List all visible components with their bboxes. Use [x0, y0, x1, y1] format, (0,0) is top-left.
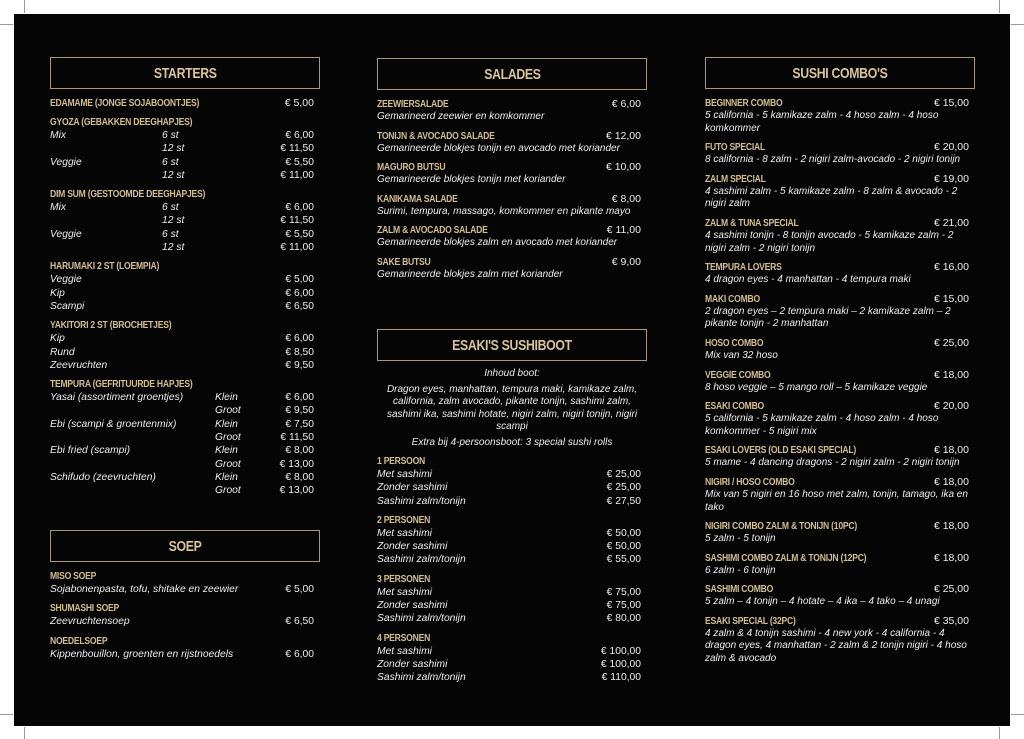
row-size: Groot	[215, 405, 241, 417]
item-name-text: 2 PERSONEN	[377, 513, 431, 526]
item-description: Gemarineerd zeewier en komkommer	[377, 111, 545, 122]
menu-item	[705, 400, 975, 438]
section-header	[705, 57, 975, 89]
row-price: € 6,00	[285, 130, 314, 141]
row-price: € 100,00	[600, 658, 641, 670]
item-name-text: MAGURO BUTSU	[377, 161, 446, 174]
section-title: STARTERS	[153, 64, 217, 82]
menu-section	[377, 329, 647, 685]
section-body	[50, 89, 320, 498]
price-row	[377, 599, 647, 612]
menu-item	[50, 97, 320, 110]
row-price: € 25,00	[606, 482, 641, 494]
crop-mark	[24, 0, 25, 13]
item-price: € 15,00	[933, 97, 969, 109]
row-price: € 50,00	[606, 541, 641, 553]
row-size: Groot	[215, 458, 241, 470]
row-price: € 6,00	[285, 333, 314, 345]
item-name-text: TEMPURA (GEFRITUURDE HAPJES)	[50, 378, 193, 391]
menu-item	[50, 188, 320, 254]
row-label: Kippenbouillon, groenten en rijstnoedels	[50, 648, 234, 660]
price-row	[50, 332, 320, 345]
price-row	[377, 612, 647, 625]
menu-item	[377, 161, 647, 187]
item-price: € 20,00	[933, 141, 969, 154]
item-description: 8 california - 8 zalm - 2 nigiri zalm-avocado - 2 nigiri tonijn	[705, 154, 961, 166]
item-price: € 8,00	[611, 192, 641, 205]
section-header	[50, 530, 320, 562]
row-price: € 6,50	[285, 300, 314, 312]
item-price: € 35,00	[933, 614, 969, 627]
row-price: € 80,00	[606, 613, 641, 625]
price-row	[377, 586, 647, 599]
row-label: Veggie	[50, 156, 82, 168]
item-name	[50, 319, 320, 332]
item-description: 5 california - 5 kamikaze zalm - 4 hoso zalm - 4 hoso komkommer - 5 nigiri mix	[705, 413, 939, 437]
item-name-text: ESAKI COMBO	[705, 400, 765, 413]
row-price: € 75,00	[606, 586, 641, 598]
section-header	[377, 329, 647, 361]
row-price: € 8,00	[285, 445, 314, 457]
section-title: SOEP	[168, 537, 202, 555]
menu-item	[50, 570, 320, 596]
row-label: Schifudo (zeevruchten)	[50, 471, 156, 483]
item-price: € 10,00	[605, 161, 641, 174]
item-name-text: EDAMAME (JONGE SOJABOONTJES)	[50, 97, 200, 109]
item-price: € 18,00	[933, 475, 969, 488]
price-row	[50, 241, 320, 254]
row-price: € 6,00	[285, 648, 314, 660]
row-size: Klein	[215, 392, 238, 404]
menu-item	[705, 173, 975, 211]
price-row	[377, 671, 647, 684]
item-name	[377, 632, 647, 645]
item-name	[377, 193, 647, 206]
row-label: Mix	[50, 202, 67, 214]
item-name-text: HARUMAKI 2 ST (LOEMPIA)	[50, 260, 160, 273]
section-title: ESAKI'S SUSHIBOOT	[452, 336, 572, 354]
price-row	[377, 468, 647, 481]
row-price: € 8,50	[285, 346, 314, 358]
price-row	[377, 527, 647, 540]
row-label: Veggie	[50, 228, 82, 240]
row-price: € 100,00	[600, 645, 641, 657]
price-row	[50, 615, 320, 628]
price-row	[50, 201, 320, 214]
menu-item	[377, 256, 647, 282]
item-name	[50, 378, 320, 391]
price-row	[50, 346, 320, 359]
item-name-text: TONIJN & AVOCADO SALADE	[377, 129, 495, 142]
item-price: € 18,00	[933, 520, 969, 533]
item-price: € 25,00	[933, 336, 969, 349]
item-name-text: 3 PERSONEN	[377, 572, 431, 585]
price-row	[50, 300, 320, 313]
item-price: € 12,00	[605, 129, 641, 142]
row-price: € 5,00	[285, 584, 314, 595]
item-name-text: NIGIRI / HOSO COMBO	[705, 475, 795, 488]
row-price: € 9,50	[285, 359, 314, 371]
item-name-text: GYOZA (GEBAKKEN DEEGHAPJES)	[50, 116, 193, 128]
item-description: Surimi, tempura, massago, komkommer en pikante mayo	[377, 205, 631, 217]
row-label: Scampi	[50, 300, 85, 312]
item-description: 5 mame - 4 dancing dragons - 2 nigiri zalm - 2 nigiri tonijn	[705, 457, 960, 469]
item-name	[50, 97, 320, 110]
row-label: Zeevruchten	[50, 359, 108, 371]
row-label: Ebi (scampi & groentenmix)	[50, 418, 177, 430]
price-row	[50, 458, 320, 471]
row-size: 6 st	[162, 130, 179, 141]
menu-item	[705, 293, 975, 331]
row-price: € 110,00	[601, 672, 641, 684]
item-price: € 6,00	[611, 98, 641, 110]
item-price: € 20,00	[933, 400, 969, 413]
item-name-text: TEMPURA LOVERS	[705, 261, 782, 274]
crop-mark	[0, 714, 13, 715]
price-row	[50, 404, 320, 417]
menu-item	[377, 193, 647, 219]
item-name-text: NOEDELSOEP	[50, 634, 108, 647]
item-name	[377, 256, 647, 269]
price-row	[50, 287, 320, 300]
menu-item	[50, 602, 320, 628]
item-name-text: ZALM & TUNA SPECIAL	[705, 216, 799, 229]
price-row	[50, 228, 320, 241]
item-name-text: MISO SOEP	[50, 570, 97, 582]
menu-item	[705, 141, 975, 167]
row-price: € 6,00	[285, 202, 314, 214]
item-price: € 9,00	[611, 255, 641, 268]
row-price: € 8,00	[285, 471, 314, 483]
item-name	[50, 188, 320, 201]
menu-section	[50, 530, 320, 661]
item-name-text: ZEEWIERSALADE	[377, 98, 449, 110]
row-price: € 9,50	[285, 405, 314, 417]
row-price: € 11,00	[280, 169, 314, 181]
row-price: € 5,00	[285, 274, 314, 286]
row-price: € 5,50	[285, 228, 314, 240]
item-name-text: BEGINNER COMBO	[705, 97, 783, 109]
row-label: Zonder sashimi	[377, 482, 448, 494]
item-name-text: FUTO SPECIAL	[705, 141, 766, 154]
item-name-text: VEGGIE COMBO	[705, 368, 771, 381]
item-description: 2 dragon eyes – 2 tempura maki – 2 kamikaze zalm – 2 pikante tonijn - 2 manhattan	[705, 305, 951, 330]
row-label: Kip	[50, 333, 65, 345]
section-header	[377, 58, 647, 90]
row-label: Sashimi zalm/tonijn	[377, 672, 466, 684]
row-price: € 6,50	[285, 616, 314, 628]
section-body	[50, 562, 320, 661]
menu-item	[377, 632, 647, 685]
price-row	[377, 645, 647, 658]
menu-item	[377, 130, 647, 156]
price-row	[50, 471, 320, 484]
row-label: Sashimi zalm/tonijn	[377, 554, 466, 566]
item-name-text: DIM SUM (GESTOOMDE DEEGHAPJES)	[50, 188, 206, 201]
menu-item	[50, 116, 320, 182]
item-price: € 25,00	[933, 583, 969, 596]
row-size: 12 st	[162, 215, 185, 227]
row-size: Klein	[215, 471, 238, 483]
section-header	[50, 57, 320, 89]
item-name	[50, 116, 320, 129]
item-description: Gemarineerde blokjes tonijn en avocado met koriander	[377, 142, 620, 154]
crop-mark	[999, 727, 1000, 739]
item-name	[377, 98, 647, 111]
item-name-text: 1 PERSOON	[377, 455, 426, 467]
crop-mark	[24, 727, 25, 739]
row-label: Sashimi zalm/tonijn	[377, 613, 466, 625]
item-name-text: ZALM & AVOCADO SALADE	[377, 224, 488, 237]
price-row	[377, 481, 647, 494]
row-label: Yasai (assortiment groentjes)	[50, 392, 184, 404]
item-name-text: ESAKI LOVERS (OLD ESAKI SPECIAL)	[705, 444, 856, 457]
item-name-text: ZALM SPECIAL	[705, 172, 766, 185]
crop-mark	[999, 0, 1000, 13]
item-name	[50, 260, 320, 273]
price-row	[377, 658, 647, 671]
crop-mark	[1011, 24, 1024, 25]
row-price: € 11,50	[280, 215, 314, 227]
item-name	[377, 514, 647, 527]
item-price: € 18,00	[933, 551, 969, 564]
item-name-text: HOSO COMBO	[705, 336, 764, 349]
item-description: 6 zalm - 6 tonijn	[705, 564, 776, 576]
menu-item	[50, 378, 320, 497]
item-description: 4 sashimi zalm - 5 kamikaze zalm - 8 zalm & avocado - 2 nigiri zalm	[705, 185, 958, 210]
item-name-text: 4 PERSONEN	[377, 631, 431, 644]
item-description: 5 zalm - 5 tonijn	[705, 533, 776, 545]
item-price: € 11,00	[606, 224, 641, 237]
item-description: Gemarineerde blokjes zalm en avocado met koriander	[377, 237, 618, 249]
menu-item	[377, 514, 647, 567]
item-price: € 5,00	[284, 97, 314, 109]
row-label: Met sashimi	[377, 469, 432, 480]
row-label: Ebi fried (scampi)	[50, 445, 131, 457]
price-row	[50, 169, 320, 182]
section-title: SALADES	[483, 65, 541, 83]
section-body	[377, 90, 647, 282]
row-price: € 11,50	[280, 432, 314, 444]
menu-item	[705, 369, 975, 395]
row-price: € 13,00	[279, 485, 314, 497]
row-label: Zeevruchtensoep	[50, 616, 130, 628]
price-row	[50, 142, 320, 155]
crop-mark	[1011, 714, 1024, 715]
menu-item	[705, 217, 975, 255]
item-name-text: SAKE BUTSU	[377, 255, 431, 268]
price-row	[377, 495, 647, 508]
price-row	[50, 431, 320, 444]
row-size: Groot	[215, 432, 241, 444]
menu-item	[705, 97, 975, 135]
item-name	[377, 573, 647, 586]
item-description: 4 sashimi tonijn - 8 tonijn avocado - 5 kamikaze zalm - 2 nigiri zalm - 2 nigiri tonijn	[705, 229, 954, 254]
row-price: € 55,00	[606, 554, 641, 566]
item-name	[50, 570, 320, 583]
row-price: € 75,00	[606, 600, 641, 612]
item-description: Gemarineerde blokjes tonijn met koriander	[377, 174, 566, 186]
price-row	[377, 540, 647, 553]
price-row	[50, 156, 320, 169]
row-size: Klein	[215, 418, 238, 430]
row-label: Mix	[50, 130, 67, 141]
price-row	[50, 583, 320, 596]
menu-item	[705, 615, 975, 666]
menu-item	[705, 552, 975, 578]
row-price: € 11,50	[280, 143, 314, 155]
item-description: Mix van 32 hoso	[705, 349, 778, 361]
menu-item	[50, 260, 320, 313]
row-label: Veggie	[50, 274, 82, 286]
row-price: € 11,00	[280, 242, 314, 254]
row-price: € 13,00	[279, 458, 314, 470]
item-description: 4 zalm & 4 tonijn sashimi - 4 new york - 4 california - 4 dragon eyes, 4 manhattan - 2 zalm & 2 tonijn nigiri - 4 hoso zalm & avocado	[705, 627, 967, 665]
row-price: € 50,00	[606, 527, 641, 539]
row-price: € 6,00	[285, 287, 314, 299]
menu-item	[705, 520, 975, 546]
row-label: Sojabonenpasta, tofu, shitake en zeewier	[50, 584, 239, 595]
menu-item	[377, 573, 647, 626]
item-name-text: NIGIRI COMBO ZALM & TONIJN (10PC)	[705, 520, 857, 533]
item-description: Mix van 5 nigiri en 16 hoso met zalm, tonijn, tamago, ika en tako	[705, 488, 968, 513]
section-body	[705, 89, 975, 666]
item-name-text: SASHIMI COMBO	[705, 583, 774, 596]
menu-item	[377, 98, 647, 124]
row-label: Zonder sashimi	[377, 658, 448, 670]
price-row	[50, 648, 320, 661]
item-description: 4 dragon eyes - 4 manhattan - 4 tempura maki	[705, 274, 911, 286]
menu-item	[705, 444, 975, 470]
menu-section	[50, 57, 320, 498]
row-size: 12 st	[162, 242, 185, 254]
price-row	[377, 553, 647, 566]
menu-item	[377, 455, 647, 508]
item-name-text: KANIKAMA SALADE	[377, 192, 458, 205]
crop-mark	[0, 24, 13, 25]
menu-item	[50, 319, 320, 372]
row-label: Zonder sashimi	[377, 541, 448, 553]
item-description: 5 california - 5 kamikaze zalm - 4 hoso zalm - 4 hoso komkommer	[705, 110, 939, 134]
row-size: Groot	[215, 485, 241, 497]
intro-text: Dragon eyes, manhattan, tempura maki, kamikaze zalm, california, zalm avocado, pikante tonijn, sashimi zalm, sashimi ika, sashimi hotate, nigiri zalm, nigiri tonijn, nigiri scampi	[386, 383, 638, 432]
price-row	[50, 391, 320, 404]
row-label: Met sashimi	[377, 645, 432, 657]
row-price: € 5,50	[285, 156, 314, 168]
row-size: 12 st	[162, 169, 185, 181]
row-size: 6 st	[162, 156, 179, 168]
row-size: 6 st	[162, 228, 179, 240]
price-row	[50, 418, 320, 431]
row-size: Klein	[215, 445, 238, 457]
item-name-text: YAKITORI 2 ST (BROCHETJES)	[50, 319, 172, 332]
menu-item	[50, 635, 320, 661]
intro-text: Extra bij 4-persoonsboot: 3 special sushi rolls	[411, 436, 613, 448]
menu-section	[705, 57, 975, 666]
item-name	[50, 602, 320, 615]
menu-section	[377, 58, 647, 282]
row-label: Rund	[50, 346, 75, 358]
section-body	[377, 361, 647, 685]
price-row	[50, 484, 320, 497]
item-price: € 18,00	[933, 368, 969, 381]
item-price: € 19,00	[933, 172, 969, 185]
row-price: € 6,00	[285, 392, 314, 404]
item-name-text: ESAKI SPECIAL (32PC)	[705, 614, 796, 627]
menu-item	[705, 583, 975, 609]
item-price: € 15,00	[933, 292, 969, 305]
row-label: Kip	[50, 287, 65, 299]
price-row	[50, 359, 320, 372]
price-row	[50, 444, 320, 457]
row-label: Sashimi zalm/tonijn	[377, 495, 466, 507]
row-price: € 27,50	[606, 495, 641, 507]
item-price: € 21,00	[933, 216, 969, 229]
item-name	[377, 455, 647, 468]
price-row	[50, 273, 320, 286]
intro-text: Inhoud boot:	[484, 368, 540, 379]
row-size: 12 st	[162, 143, 185, 155]
item-description: 8 hoso veggie – 5 mango roll – 5 kamikaze veggie	[705, 381, 928, 393]
menu-item	[705, 261, 975, 287]
menu-item	[705, 337, 975, 363]
item-name	[50, 635, 320, 648]
row-label: Met sashimi	[377, 527, 432, 539]
item-price: € 16,00	[933, 261, 969, 274]
item-price: € 18,00	[933, 444, 969, 457]
row-price: € 25,00	[606, 469, 641, 480]
price-row	[50, 129, 320, 142]
item-name-text: SASHIMI COMBO ZALM & TONIJN (12PC)	[705, 551, 867, 564]
row-size: 6 st	[162, 202, 179, 214]
item-description: 5 zalm – 4 tonijn – 4 hotate – 4 ika – 4 tako – 4 unagi	[705, 596, 940, 608]
row-label: Zonder sashimi	[377, 600, 448, 612]
item-description: Gemarineerde blokjes zalm met koriander	[377, 268, 563, 280]
menu-item	[705, 476, 975, 514]
price-row	[50, 214, 320, 227]
item-name-text: MAKI COMBO	[705, 292, 760, 305]
menu-item	[377, 224, 647, 250]
item-name-text: SHUMASHI SOEP	[50, 602, 120, 615]
row-label: Met sashimi	[377, 586, 432, 598]
section-title: SUSHI COMBO'S	[792, 64, 888, 82]
row-price: € 7,50	[285, 418, 314, 430]
